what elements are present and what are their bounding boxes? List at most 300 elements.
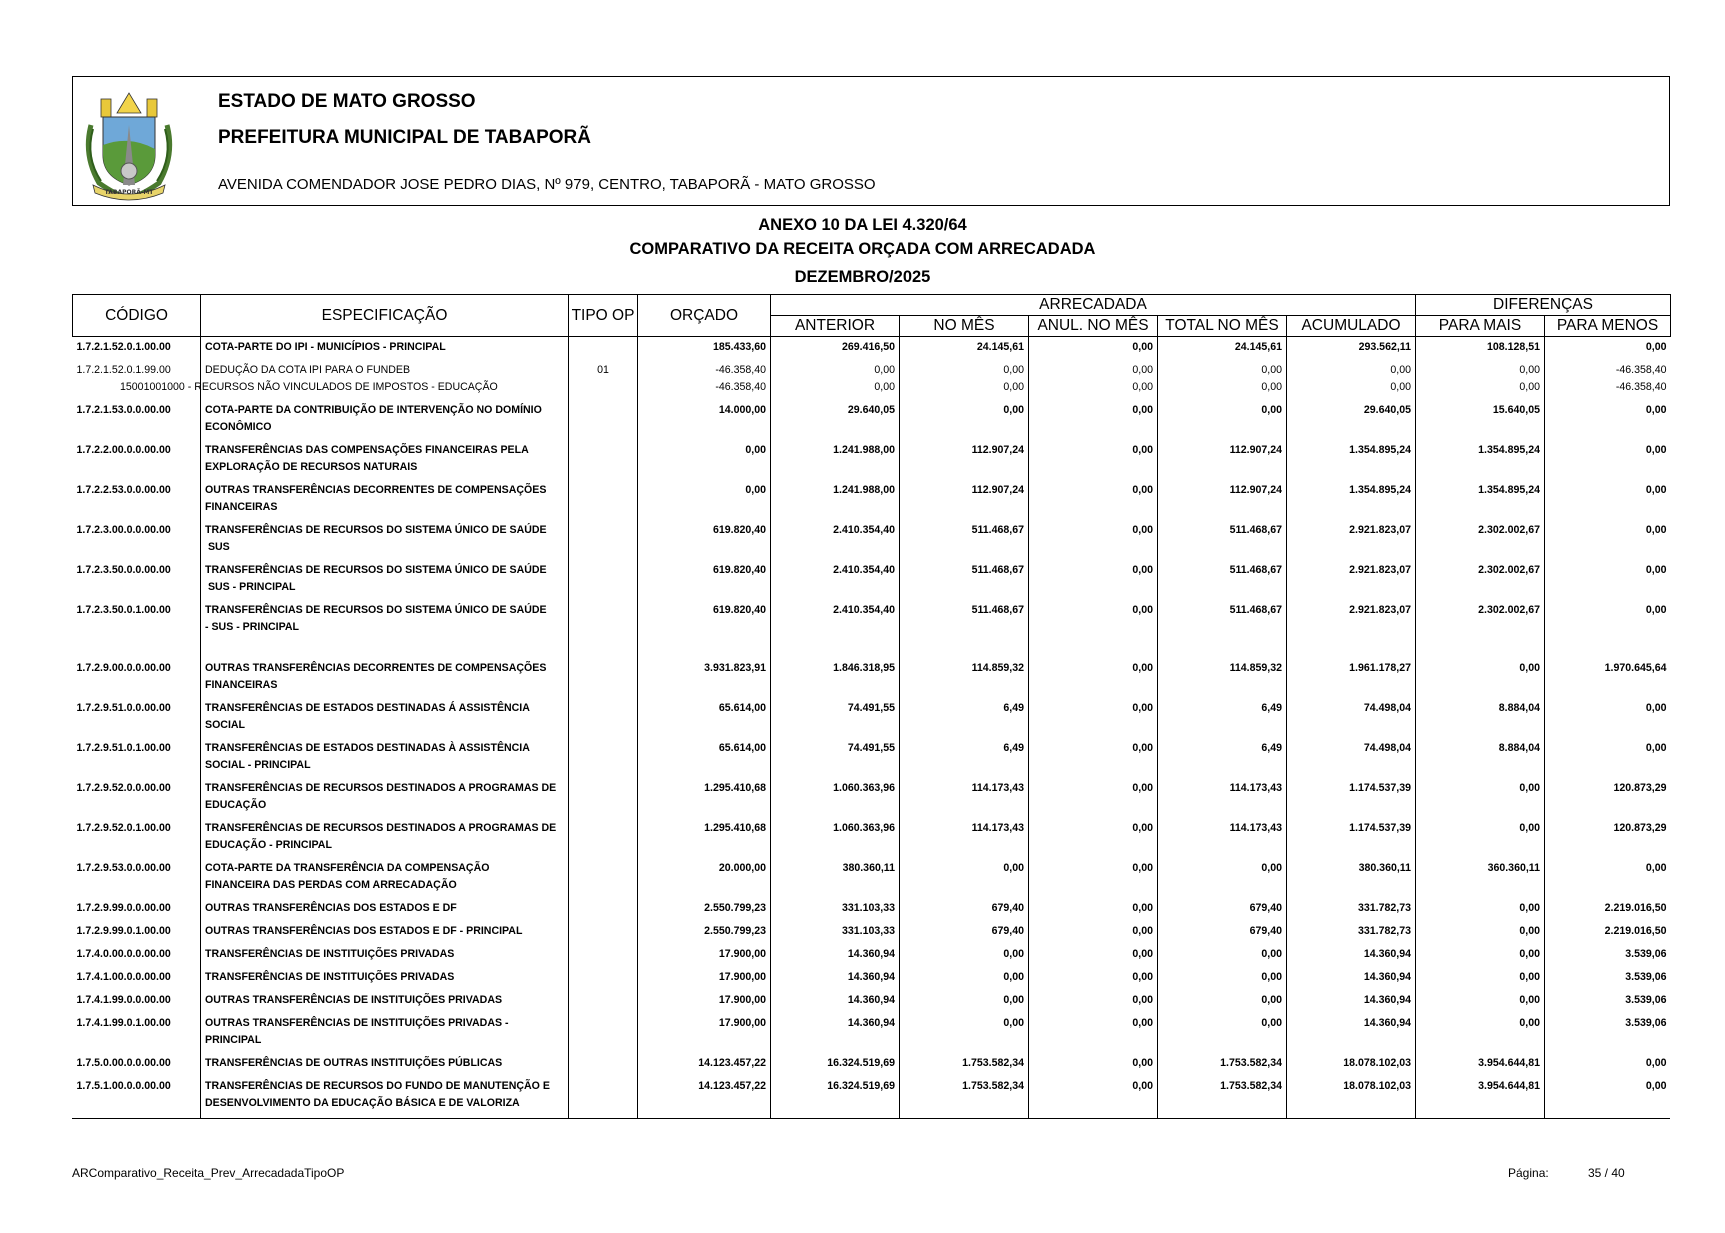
especificacao-line2: - SUS - PRINCIPAL <box>205 621 299 633</box>
cell-anul-no-mes <box>1029 1053 1158 1076</box>
cell-anterior <box>771 738 900 778</box>
cell-anterior <box>771 440 900 480</box>
table-row <box>73 778 1671 818</box>
anul-no-mes-value: 0,00 <box>1132 994 1153 1006</box>
col-tipo-op: TIPO OP <box>569 295 638 337</box>
cell-tipo-op <box>569 337 638 361</box>
cell-no-mes <box>900 1076 1029 1118</box>
anul-no-mes-value: 0,00 <box>1132 742 1153 754</box>
cell-tipo-op <box>569 480 638 520</box>
orcado-value: 65.614,00 <box>718 702 766 714</box>
para-mais-value: 2.302.002,67 <box>1478 524 1540 536</box>
cell-especificacao <box>201 698 569 738</box>
cell-para-mais <box>1416 480 1545 520</box>
cell-anterior <box>771 990 900 1013</box>
cell-total-no-mes <box>1158 898 1287 921</box>
cell-anterior <box>771 520 900 560</box>
para-menos-value: -46.358,40 <box>1615 364 1667 376</box>
para-menos-value: 3.539,06 <box>1625 971 1667 983</box>
table-row <box>73 1013 1671 1053</box>
total-no-mes-value: 1.753.582,34 <box>1220 1080 1282 1092</box>
anterior-value: 74.491,55 <box>847 702 895 714</box>
cell-anterior <box>771 858 900 898</box>
para-mais-value: 1.354.895,24 <box>1478 484 1540 496</box>
anterior-value: 1.846.318,95 <box>833 662 895 674</box>
cell-acumulado <box>1287 858 1416 898</box>
cell-anterior <box>771 480 900 520</box>
footer-report-name: ARComparativo_Receita_Prev_ArrecadadaTipoOP <box>72 1166 345 1180</box>
para-mais-value: 2.302.002,67 <box>1478 604 1540 616</box>
cell-orcado <box>638 520 771 560</box>
para-mais-value: 0,00 <box>1519 948 1540 960</box>
cell-para-menos <box>1545 337 1671 361</box>
total-no-mes-value: 6,49 <box>1261 742 1282 754</box>
para-menos-sub-value: -46.358,40 <box>1615 381 1667 393</box>
cell-tipo-op <box>569 400 638 440</box>
orcado-value: 0,00 <box>745 444 766 456</box>
cell-tipo-op <box>569 818 638 858</box>
para-mais-value: 3.954.644,81 <box>1478 1057 1540 1069</box>
cell-no-mes <box>900 440 1029 480</box>
cell-anul-no-mes <box>1029 698 1158 738</box>
cell-tipo-op <box>569 520 638 560</box>
acumulado-value: 14.360,94 <box>1363 971 1411 983</box>
codigo-value: 1.7.2.1.52.0.1.00.00 <box>76 341 171 353</box>
no-mes-value: 6,49 <box>1003 742 1024 754</box>
especificacao-line2: SOCIAL - PRINCIPAL <box>205 759 311 771</box>
para-menos-value: 0,00 <box>1645 604 1667 616</box>
table-row <box>73 818 1671 858</box>
cell-anul-no-mes <box>1029 990 1158 1013</box>
cell-total-no-mes <box>1158 818 1287 858</box>
no-mes-value: 1.753.582,34 <box>962 1057 1024 1069</box>
cell-especificacao <box>201 400 569 440</box>
especificacao-line2: FINANCEIRAS <box>205 501 278 513</box>
especificacao-line1: TRANSFERÊNCIAS DE INSTITUIÇÕES PRIVADAS <box>205 948 455 960</box>
cell-anterior <box>771 898 900 921</box>
especificacao-line1: OUTRAS TRANSFERÊNCIAS DOS ESTADOS E DF - PRINCIPAL <box>205 925 523 937</box>
especificacao-line1: OUTRAS TRANSFERÊNCIAS DECORRENTES DE COMPENSAÇÕES <box>205 484 547 496</box>
cell-no-mes <box>900 921 1029 944</box>
cell-tipo-op <box>569 738 638 778</box>
cell-para-mais <box>1416 440 1545 480</box>
orcado-value: 2.550.799,23 <box>704 902 766 914</box>
cell-codigo <box>73 480 201 520</box>
col-total-no-mes: TOTAL NO MÊS <box>1158 316 1287 337</box>
anterior-value: 2.410.354,40 <box>833 604 895 616</box>
cell-anul-no-mes <box>1029 778 1158 818</box>
para-menos-value: 0,00 <box>1645 341 1667 353</box>
cell-tipo-op <box>569 698 638 738</box>
especificacao-line2: PRINCIPAL <box>205 1034 262 1046</box>
cell-anterior <box>771 658 900 698</box>
para-mais-value: 0,00 <box>1519 902 1540 914</box>
para-menos-value: 0,00 <box>1645 564 1667 576</box>
cell-para-mais <box>1416 658 1545 698</box>
anterior-value: 14.360,94 <box>847 994 895 1006</box>
report-period: DEZEMBRO/2025 <box>794 268 931 286</box>
anul-no-mes-value: 0,00 <box>1132 564 1153 576</box>
para-menos-value: 2.219.016,50 <box>1604 925 1667 937</box>
cell-acumulado <box>1287 480 1416 520</box>
cell-especificacao <box>201 967 569 990</box>
cell-orcado <box>638 858 771 898</box>
cell-orcado <box>638 898 771 921</box>
cell-para-mais <box>1416 944 1545 967</box>
cell-no-mes <box>900 967 1029 990</box>
especificacao-line2: EDUCAÇÃO <box>205 799 267 811</box>
anul-no-mes-value: 0,00 <box>1132 1057 1153 1069</box>
cell-acumulado <box>1287 600 1416 658</box>
codigo-value: 1.7.5.1.00.0.0.00.00 <box>76 1080 171 1092</box>
especificacao-line2: SOCIAL <box>205 719 246 731</box>
cell-acumulado <box>1287 967 1416 990</box>
cell-acumulado <box>1287 1013 1416 1053</box>
state-name: ESTADO DE MATO GROSSO <box>218 91 476 112</box>
codigo-value: 1.7.2.9.00.0.0.00.00 <box>76 662 171 674</box>
cell-especificacao <box>201 818 569 858</box>
no-mes-value: 114.173,43 <box>971 822 1024 834</box>
cell-no-mes <box>900 600 1029 658</box>
cell-no-mes <box>900 818 1029 858</box>
codigo-value: 1.7.2.3.50.0.1.00.00 <box>76 604 171 616</box>
cell-especificacao <box>201 778 569 818</box>
acumulado-value: 74.498,04 <box>1363 742 1411 754</box>
orcado-value: 3.931.823,91 <box>704 662 766 674</box>
especificacao-line1: TRANSFERÊNCIAS DE RECURSOS DO SISTEMA ÚNICO DE SAÚDE <box>205 564 547 576</box>
cell-orcado <box>638 337 771 361</box>
cell-acumulado <box>1287 1053 1416 1076</box>
cell-especificacao <box>201 858 569 898</box>
table-row <box>73 921 1671 944</box>
especificacao-line2: EDUCAÇÃO - PRINCIPAL <box>205 839 332 851</box>
cell-no-mes <box>900 360 1029 400</box>
no-mes-value: 0,00 <box>1003 862 1024 874</box>
para-mais-value: 0,00 <box>1519 971 1540 983</box>
acumulado-value: 1.354.895,24 <box>1349 444 1411 456</box>
cell-para-mais <box>1416 1013 1545 1053</box>
cell-para-menos <box>1545 858 1671 898</box>
anterior-value: 1.241.988,00 <box>833 444 895 456</box>
report-header <box>72 76 1670 206</box>
no-mes-value: 511.468,67 <box>971 564 1024 576</box>
anul-no-mes-value: 0,00 <box>1132 341 1153 353</box>
no-mes-value: 679,40 <box>991 902 1024 914</box>
cell-especificacao <box>201 440 569 480</box>
cell-tipo-op <box>569 778 638 818</box>
cell-para-mais <box>1416 898 1545 921</box>
anterior-value: 1.060.363,96 <box>833 822 895 834</box>
especificacao-line1: TRANSFERÊNCIAS DE ESTADOS DESTINADAS À ASSISTÊNCIA <box>205 742 530 754</box>
cell-total-no-mes <box>1158 658 1287 698</box>
especificacao-line2: SUS - PRINCIPAL <box>205 581 296 593</box>
anterior-value: 16.324.519,69 <box>827 1057 895 1069</box>
acumulado-value: 14.360,94 <box>1363 1017 1411 1029</box>
codigo-value: 1.7.2.9.99.0.1.00.00 <box>76 925 171 937</box>
especificacao-line1: OUTRAS TRANSFERÊNCIAS DOS ESTADOS E DF <box>205 902 457 914</box>
col-anul-no-mes: ANUL. NO MÊS <box>1029 316 1158 337</box>
table-row <box>73 520 1671 560</box>
especificacao-line1: TRANSFERÊNCIAS DE RECURSOS DESTINADOS A PROGRAMAS DE <box>205 822 557 834</box>
col-group-arrecadada: ARRECADADA <box>771 295 1416 316</box>
para-mais-value: 3.954.644,81 <box>1478 1080 1540 1092</box>
table-row <box>73 990 1671 1013</box>
no-mes-value: 0,00 <box>1003 948 1024 960</box>
cell-acumulado <box>1287 360 1416 400</box>
codigo-value: 1.7.2.2.00.0.0.00.00 <box>76 444 171 456</box>
anul-no-mes-value: 0,00 <box>1132 604 1153 616</box>
cell-especificacao <box>201 921 569 944</box>
anul-no-mes-value: 0,00 <box>1132 444 1153 456</box>
para-menos-value: 3.539,06 <box>1625 948 1667 960</box>
cell-para-mais <box>1416 818 1545 858</box>
cell-tipo-op <box>569 560 638 600</box>
cell-para-mais <box>1416 698 1545 738</box>
cell-para-mais <box>1416 400 1545 440</box>
col-no-mes: NO MÊS <box>900 316 1029 337</box>
anul-no-mes-value: 0,00 <box>1132 364 1153 376</box>
cell-no-mes <box>900 520 1029 560</box>
anul-no-mes-value: 0,00 <box>1132 1017 1153 1029</box>
cell-no-mes <box>900 560 1029 600</box>
cell-total-no-mes <box>1158 480 1287 520</box>
anterior-value: 74.491,55 <box>847 742 895 754</box>
orcado-value: 619.820,40 <box>712 564 766 576</box>
cell-codigo <box>73 400 201 440</box>
table-row <box>73 944 1671 967</box>
anterior-sub-value: 0,00 <box>874 381 895 393</box>
cell-total-no-mes <box>1158 1053 1287 1076</box>
orcado-value: -46.358,40 <box>715 364 766 376</box>
orcado-sub-value: -46.358,40 <box>715 381 766 393</box>
acumulado-value: 14.360,94 <box>1363 948 1411 960</box>
total-no-mes-value: 0,00 <box>1261 948 1282 960</box>
cell-tipo-op <box>569 967 638 990</box>
cell-para-menos <box>1545 600 1671 658</box>
para-menos-value: 3.539,06 <box>1625 994 1667 1006</box>
no-mes-value: 24.145,61 <box>976 341 1024 353</box>
cell-para-mais <box>1416 360 1545 400</box>
cell-para-menos <box>1545 480 1671 520</box>
cell-especificacao <box>201 560 569 600</box>
especificacao-line1: TRANSFERÊNCIAS DE INSTITUIÇÕES PRIVADAS <box>205 971 455 983</box>
resource-source-line: 15001001000 - RECURSOS NÃO VINCULADOS DE IMPOSTOS - EDUCAÇÃO <box>120 381 498 393</box>
acumulado-value: 74.498,04 <box>1363 702 1411 714</box>
cell-acumulado <box>1287 898 1416 921</box>
codigo-value: 1.7.2.9.52.0.1.00.00 <box>76 822 171 834</box>
cell-para-menos <box>1545 520 1671 560</box>
cell-anul-no-mes <box>1029 337 1158 361</box>
revenue-comparison-table <box>72 294 1671 1118</box>
anul-no-mes-value: 0,00 <box>1132 404 1153 416</box>
codigo-value: 1.7.4.1.99.0.1.00.00 <box>76 1017 171 1029</box>
acumulado-value: 2.921.823,07 <box>1349 564 1411 576</box>
para-mais-value: 15.640,05 <box>1492 404 1540 416</box>
para-menos-value: 0,00 <box>1645 524 1667 536</box>
especificacao-line2: FINANCEIRAS <box>205 679 278 691</box>
codigo-value: 1.7.2.9.53.0.0.00.00 <box>76 862 171 874</box>
cell-anul-no-mes <box>1029 921 1158 944</box>
revenue-table-container <box>72 294 1670 1119</box>
cell-anterior <box>771 560 900 600</box>
anterior-value: 2.410.354,40 <box>833 524 895 536</box>
especificacao-line1: TRANSFERÊNCIAS DE RECURSOS DESTINADOS A PROGRAMAS DE <box>205 782 557 794</box>
anterior-value: 2.410.354,40 <box>833 564 895 576</box>
cell-codigo <box>73 967 201 990</box>
table-row <box>73 440 1671 480</box>
cell-anterior <box>771 778 900 818</box>
acumulado-value: 14.360,94 <box>1363 994 1411 1006</box>
total-no-mes-value: 511.468,67 <box>1229 564 1282 576</box>
cell-no-mes <box>900 698 1029 738</box>
cell-codigo <box>73 600 201 658</box>
no-mes-value: 511.468,67 <box>971 604 1024 616</box>
cell-anterior <box>771 1076 900 1118</box>
total-no-mes-value: 0,00 <box>1261 971 1282 983</box>
cell-orcado <box>638 1076 771 1118</box>
table-body <box>73 337 1671 1119</box>
orcado-value: 14.123.457,22 <box>698 1080 766 1092</box>
codigo-value: 1.7.4.1.00.0.0.00.00 <box>76 971 171 983</box>
anul-no-mes-value: 0,00 <box>1132 662 1153 674</box>
col-codigo: CÓDIGO <box>73 295 201 337</box>
cell-para-menos <box>1545 560 1671 600</box>
cell-total-no-mes <box>1158 440 1287 480</box>
anterior-value: 1.241.988,00 <box>833 484 895 496</box>
table-row <box>73 1076 1671 1118</box>
para-menos-value: 0,00 <box>1645 1057 1667 1069</box>
cell-anul-no-mes <box>1029 480 1158 520</box>
footer-page-label: Página: <box>1508 1166 1549 1180</box>
total-no-mes-value: 511.468,67 <box>1229 604 1282 616</box>
table-row <box>73 560 1671 600</box>
cell-acumulado <box>1287 1076 1416 1118</box>
cell-para-mais <box>1416 738 1545 778</box>
cell-no-mes <box>900 778 1029 818</box>
cell-acumulado <box>1287 818 1416 858</box>
total-no-mes-value: 0,00 <box>1261 994 1282 1006</box>
acumulado-value: 380.360,11 <box>1358 862 1411 874</box>
especificacao-line1: COTA-PARTE DO IPI - MUNICÍPIOS - PRINCIPAL <box>205 341 446 353</box>
orcado-value: 185.433,60 <box>712 341 766 353</box>
para-menos-value: 3.539,06 <box>1625 1017 1667 1029</box>
cell-para-menos <box>1545 944 1671 967</box>
cell-no-mes <box>900 1013 1029 1053</box>
acumulado-value: 2.921.823,07 <box>1349 604 1411 616</box>
anterior-value: 331.103,33 <box>841 902 895 914</box>
cell-tipo-op <box>569 440 638 480</box>
cell-especificacao <box>201 520 569 560</box>
cell-anul-no-mes <box>1029 944 1158 967</box>
cell-orcado <box>638 400 771 440</box>
cell-tipo-op <box>569 600 638 658</box>
cell-anul-no-mes <box>1029 738 1158 778</box>
cell-tipo-op <box>569 1013 638 1053</box>
para-mais-value: 8.884,04 <box>1498 702 1540 714</box>
para-mais-sub-value: 0,00 <box>1519 381 1540 393</box>
no-mes-value: 679,40 <box>991 925 1024 937</box>
no-mes-value: 0,00 <box>1003 404 1024 416</box>
cell-no-mes <box>900 898 1029 921</box>
anterior-value: 1.060.363,96 <box>833 782 895 794</box>
cell-para-menos <box>1545 967 1671 990</box>
para-mais-value: 0,00 <box>1519 822 1540 834</box>
orcado-value: 619.820,40 <box>712 604 766 616</box>
total-no-mes-sub-value: 0,00 <box>1261 381 1282 393</box>
para-mais-value: 0,00 <box>1519 1017 1540 1029</box>
cell-acumulado <box>1287 778 1416 818</box>
table-row <box>73 898 1671 921</box>
cell-especificacao <box>201 1013 569 1053</box>
address: AVENIDA COMENDADOR JOSE PEDRO DIAS, Nº 979, CENTRO, TABAPORÃ - MATO GROSSO <box>218 176 876 193</box>
cell-no-mes <box>900 738 1029 778</box>
cell-para-menos <box>1545 1076 1671 1118</box>
total-no-mes-value: 0,00 <box>1261 404 1282 416</box>
acumulado-value: 0,00 <box>1390 364 1411 376</box>
cell-no-mes <box>900 480 1029 520</box>
anterior-value: 16.324.519,69 <box>827 1080 895 1092</box>
orcado-value: 2.550.799,23 <box>704 925 766 937</box>
total-no-mes-value: 114.173,43 <box>1229 822 1282 834</box>
cell-acumulado <box>1287 658 1416 698</box>
cell-codigo <box>73 858 201 898</box>
anul-no-mes-value: 0,00 <box>1132 971 1153 983</box>
cell-anul-no-mes <box>1029 400 1158 440</box>
cell-para-mais <box>1416 1076 1545 1118</box>
para-menos-value: 0,00 <box>1645 404 1667 416</box>
cell-especificacao <box>201 1053 569 1076</box>
cell-para-menos <box>1545 440 1671 480</box>
anterior-value: 269.416,50 <box>841 341 895 353</box>
total-no-mes-value: 679,40 <box>1249 902 1282 914</box>
cell-tipo-op <box>569 990 638 1013</box>
acumulado-value: 331.782,73 <box>1357 925 1411 937</box>
total-no-mes-value: 114.173,43 <box>1229 782 1282 794</box>
cell-para-mais <box>1416 990 1545 1013</box>
cell-no-mes <box>900 400 1029 440</box>
cell-total-no-mes <box>1158 337 1287 361</box>
cell-para-mais <box>1416 337 1545 361</box>
no-mes-value: 0,00 <box>1003 1017 1024 1029</box>
cell-total-no-mes <box>1158 1013 1287 1053</box>
cell-codigo <box>73 337 201 361</box>
acumulado-value: 18.078.102,03 <box>1343 1080 1411 1092</box>
cell-para-menos <box>1545 921 1671 944</box>
cell-para-menos <box>1545 990 1671 1013</box>
para-mais-value: 0,00 <box>1519 925 1540 937</box>
col-orcado: ORÇADO <box>638 295 771 337</box>
col-acumulado: ACUMULADO <box>1287 316 1416 337</box>
no-mes-value: 1.753.582,34 <box>962 1080 1024 1092</box>
cell-codigo <box>73 658 201 698</box>
cell-anterior <box>771 600 900 658</box>
cell-tipo-op <box>569 858 638 898</box>
acumulado-value: 29.640,05 <box>1363 404 1411 416</box>
cell-anul-no-mes <box>1029 560 1158 600</box>
especificacao-line1: TRANSFERÊNCIAS DE RECURSOS DO SISTEMA ÚNICO DE SAÚDE <box>205 604 547 616</box>
cell-orcado <box>638 658 771 698</box>
cell-total-no-mes <box>1158 520 1287 560</box>
para-mais-value: 360.360,11 <box>1487 862 1540 874</box>
especificacao-line2: FINANCEIRA DAS PERDAS COM ARRECADAÇÃO <box>205 879 457 891</box>
cell-para-menos <box>1545 738 1671 778</box>
table-row <box>73 698 1671 738</box>
no-mes-value: 114.859,32 <box>971 662 1024 674</box>
acumulado-value: 1.174.537,39 <box>1349 822 1411 834</box>
especificacao-line2: SUS <box>205 541 230 553</box>
cell-total-no-mes <box>1158 990 1287 1013</box>
codigo-value: 1.7.2.9.99.0.0.00.00 <box>76 902 171 914</box>
